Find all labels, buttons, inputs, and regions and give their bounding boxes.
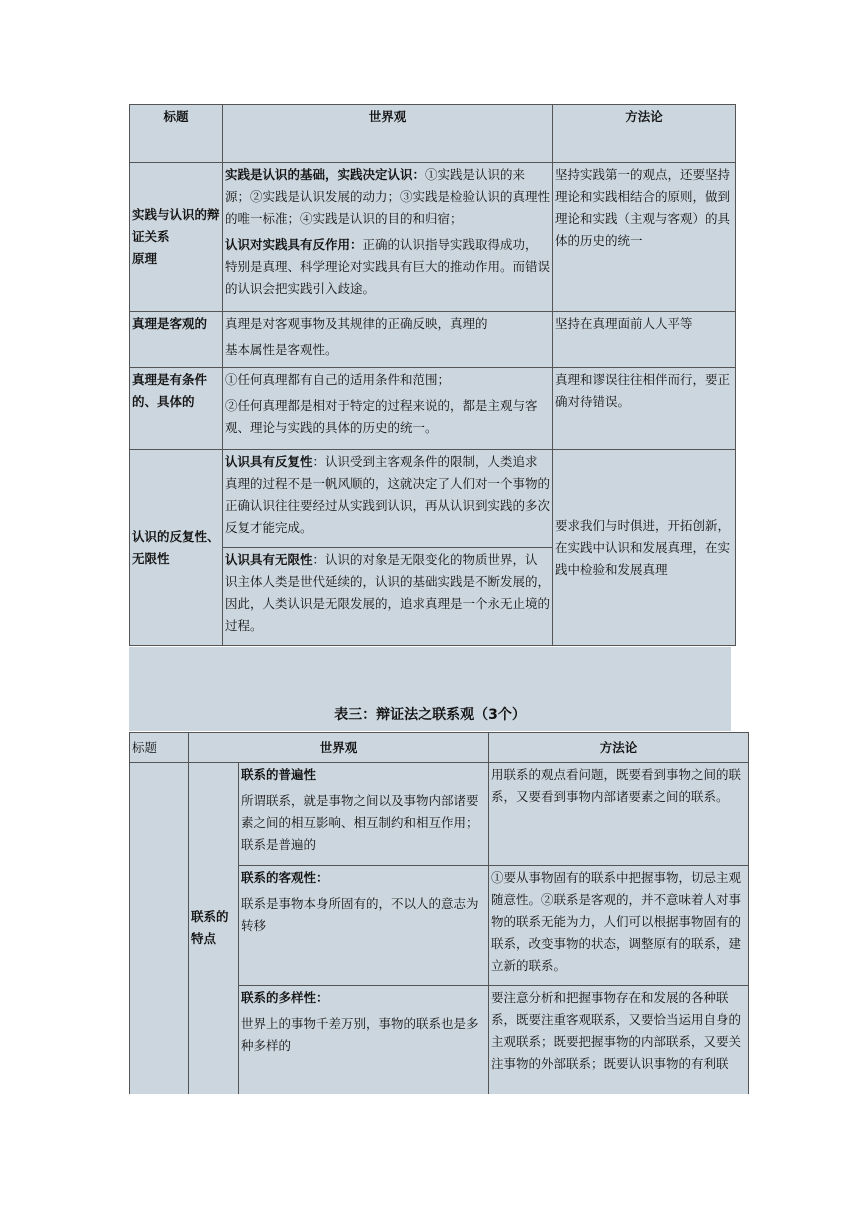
worldview-cell	[239, 986, 489, 1094]
methodology-cell: 坚持在真理面前人人平等	[553, 312, 736, 368]
block-heading: 认识具有反复性	[225, 454, 313, 469]
table-row	[130, 312, 736, 368]
row-title: 认识的反复性、无限性	[130, 450, 223, 646]
row-title: 真理是有条件的、具体的	[130, 368, 223, 450]
block-heading: 联系的多样性：	[241, 990, 329, 1005]
worldview-line: ①任何真理都有自己的适用条件和范围；	[225, 372, 451, 387]
header-methodology: 方法论	[489, 733, 749, 763]
header-title: 标题	[130, 105, 223, 163]
row-title	[130, 763, 189, 1094]
header-worldview: 世界观	[189, 733, 489, 763]
methodology-cell: 要求我们与时俱进，开拓创新，在实践中认识和发展真理，在实践中检验和发展真理	[553, 450, 736, 646]
methodology-cell: 用联系的观点看问题，既要看到事物之间的联系，又要看到事物内部诸要素之间的联系。	[489, 763, 749, 866]
block-heading: 联系的客观性：	[241, 870, 329, 885]
block-heading: 实践是认识的基础，实践决定认识：	[225, 167, 426, 182]
header-title: 标题	[130, 733, 189, 763]
block-text: 世界上的事物千差万别，事物的联系也是多种多样的	[241, 1016, 479, 1053]
worldview-block	[225, 234, 550, 300]
worldview-cell	[223, 312, 553, 368]
table-row	[130, 368, 736, 450]
header-methodology: 方法论	[553, 105, 736, 163]
worldview-cell	[223, 163, 553, 312]
methodology-cell: 真理和谬误往往相伴而行，要正确对待错误。	[553, 368, 736, 450]
worldview-block	[223, 450, 552, 548]
worldview-cell	[223, 450, 553, 646]
header-worldview: 世界观	[223, 105, 553, 163]
worldview-cell	[223, 368, 553, 450]
block-text: 正确的认识指导实践取得成功，特别是真理、科学理论对实践具有巨大的推动作用。而错误的认识会把实践引入歧途。	[225, 237, 551, 296]
block-text: 所谓联系，就是事物之间以及事物内部诸要素之间的相互影响、相互制约和相互作用；联系是普遍的	[241, 793, 479, 852]
methodology-cell: 坚持实践第一的观点，还要坚持理论和实践相结合的原则，做到理论和实践（主观与客观）的具体的历史的统一	[553, 163, 736, 312]
worldview-cell	[239, 763, 489, 866]
worldview-block	[225, 164, 550, 230]
block-text: ：认识的对象是无限变化的物质世界，认识主体人类是世代延续的，认识的基础实践是不断发展的，因此，人类认识是无限发展的，追求真理是一个永无止境的过程。	[225, 552, 551, 633]
table3-title: 表三：辩证法之联系观（3个）	[334, 707, 526, 723]
worldview-line: 基本属性是客观性。	[225, 342, 338, 357]
table-row	[130, 763, 749, 866]
block-heading: 认识对实践具有反作用：	[225, 237, 363, 252]
block-text: 联系是事物本身所固有的，不以人的意志为转移	[241, 896, 479, 933]
worldview-line: ②任何真理都是相对于特定的过程来说的，都是主观与客观、理论与实践的具体的历史的统一。	[225, 398, 538, 435]
worldview-block	[223, 548, 552, 638]
worldview-cell	[239, 866, 489, 986]
block-text: ①实践是认识的来源；②实践是认识发展的动力；③实践是检验认识的真理性的唯一标准；④实践是认识的目的和归宿；	[225, 167, 551, 226]
row-title	[130, 163, 223, 312]
methodology-cell: 要注意分析和把握事物存在和发展的各种联系，既要注重客观联系，又要恰当运用自身的主观联系；既要把握事物的内部联系，又要关注事物的外部联系；既要认识事物的有利联	[489, 986, 749, 1094]
table-header-row	[130, 733, 749, 763]
block-heading: 联系的普遍性	[241, 767, 317, 782]
row-title-line: 原理	[132, 251, 158, 266]
block-heading: 认识具有无限性	[225, 552, 313, 567]
block-text: ：认识受到主客观条件的限制，人类追求真理的过程不是一帆风顺的，这就决定了人们对一个事物的正确认识往往要经过从实践到认识，再从认识到实践的多次反复才能完成。	[225, 454, 551, 535]
worldview-line: 真理是对客观事物及其规律的正确反映，真理的	[225, 316, 488, 331]
table-header-row	[130, 105, 736, 163]
table-connection	[129, 732, 749, 1094]
table-row	[130, 450, 736, 646]
group-label: 联系的特点	[189, 763, 239, 1094]
row-title: 真理是客观的	[130, 312, 223, 368]
row-title-line: 实践与认识的辩证关系	[132, 207, 220, 244]
table-practice-cognition	[129, 104, 736, 646]
methodology-cell: ①要从事物固有的联系中把握事物，切忌主观随意性。②联系是客观的，并不意味着人对事物的联系无能为力，人们可以根据事物固有的联系，改变事物的状态，调整原有的联系，建立新的联系。	[489, 866, 749, 986]
table-row	[130, 163, 736, 312]
